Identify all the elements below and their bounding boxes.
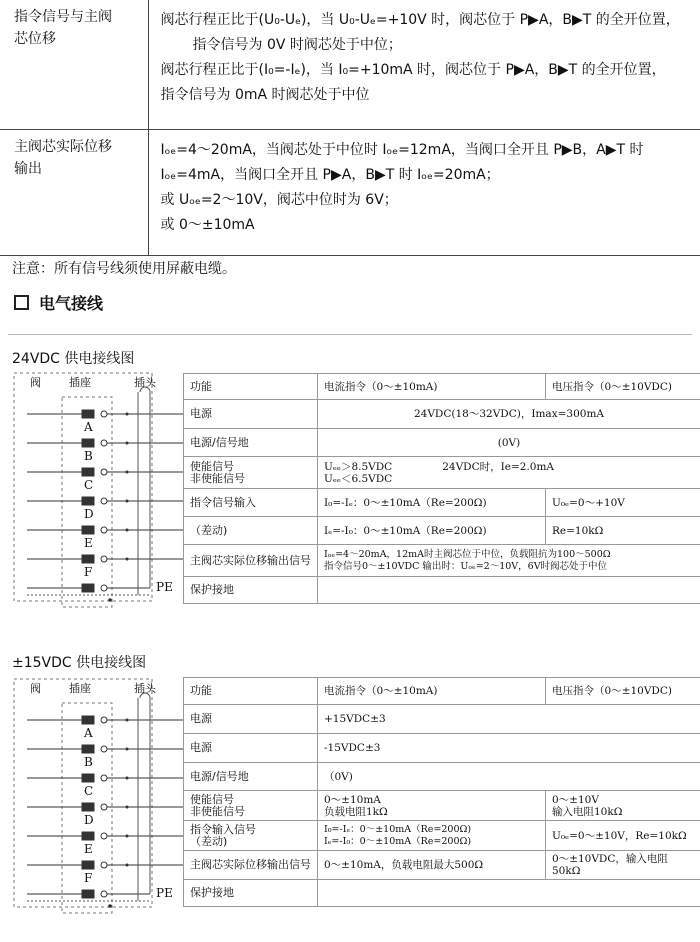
socket-label: 插座 [69,682,91,695]
row-label: 保护接地 [184,577,318,604]
cell-value [318,880,700,907]
value-text: I₀=-Iₑ：0～±10mA（Re=200Ω) [324,823,472,835]
value-text: 0～±10V [552,793,599,806]
cell-value [318,577,700,604]
row-label: 保护接地 [184,880,318,907]
cell-value [318,545,700,577]
value-text: Uₑₑ＞8.5VDC [324,460,393,473]
value-text: Uₑₑ＜6.5VDC [324,472,393,485]
desc-line: 指令信号为 0V 时阀芯处于中位； [192,37,402,53]
wiring-diagram-15vdc [0,676,183,921]
cell-value: 24VDC(18～32VDC)，Imax=300mA [318,400,700,429]
table-row [184,429,700,457]
pin-label-b: B [84,449,93,463]
value-text: 0～±10mA [324,793,381,806]
desc-line: 阀芯行程正比于(U₀-Uₑ)，当 U₀-Uₑ=+10V 时，阀芯位于 P▶A，B▶T 的全开位置， [160,12,680,28]
pe-label: PE [156,886,173,900]
table-row [184,734,700,763]
cell-value: （0V) [318,763,700,791]
wiring-table-24vdc [183,373,700,604]
label-line: 非使能信号 [190,804,245,818]
spec-description [148,129,700,255]
table-row [184,577,700,604]
pe-label: PE [156,580,173,594]
cell-value [318,791,546,821]
label-line: （差动) [190,834,228,848]
label-line: 使能信号 [190,459,234,473]
spec-table [0,0,700,256]
pin-label-a: A [84,420,93,434]
section-title [14,291,103,314]
pin-label-f: F [84,871,93,885]
desc-line: 或 0～±10mA [160,216,255,233]
label-line: 指令输入信号 [190,822,256,836]
cell-value [318,457,700,489]
row-label: 电源 [184,705,318,734]
row-label [184,457,318,489]
desc-line: 指令信号为 0mA 时阀芯处于中位 [160,87,370,103]
cell-value: 0～±10mA，负载电阻最大500Ω [318,851,546,880]
table-row [184,705,700,734]
cell-value: (0V) [318,429,700,457]
pin-label-d: D [84,507,94,521]
row-label: （差动) [184,517,318,545]
table-row [184,763,700,791]
row-label: 电源 [184,734,318,763]
plug-label: 插头 [134,376,156,389]
pin-label-d: D [84,813,94,827]
table-header-row [184,374,700,400]
cell-value: U₀ₑ=0～±10V，Re=10kΩ [546,821,700,851]
cell-value [318,821,546,851]
header-cell: 功能 [184,374,318,400]
divider [8,334,692,335]
label-line: 主阀芯实际位移 [14,138,112,155]
table-row [184,851,700,880]
header-cell: 电流指令（0～±10mA) [318,678,546,705]
table-row [184,517,700,545]
header-cell: 电压指令（0～±10VDC) [546,374,700,400]
cell-value: Iₑ=-I₀：0～±10mA（Re=200Ω) [318,517,546,545]
row-label: 电源/信号地 [184,429,318,457]
row-label [184,791,318,821]
pin-label-e: E [84,536,93,550]
header-cell: 功能 [184,678,318,705]
pin-label-f: F [84,565,93,579]
spec-label [0,0,148,129]
label-line: 指令信号与主阀 [14,9,112,25]
pin-label-b: B [84,755,93,769]
row-label: 指令信号输入 [184,489,318,517]
table-row [184,489,700,517]
desc-line: 阀芯行程正比于(I₀=-Iₑ)，当 I₀=+10mA 时，阀芯位于 P▶A，B▶T 的全开位置， [160,62,666,78]
value-text: 负载电阻1kΩ [324,805,388,818]
cell-value: +15VDC±3 [318,705,700,734]
spec-row-command-signal [0,0,700,129]
value-text: Iₒₑ=4～20mA，12mA时主阀芯位于中位，负载阻抗为100～500Ω [324,548,611,560]
table-row [184,880,700,907]
caption-15vdc: ±15VDC 供电接线图 [12,655,147,671]
cell-value: I₀=-Iₑ：0～±10mA（Re=200Ω) [318,489,546,517]
pin-label-c: C [84,478,94,492]
cell-value: U₀ₑ=0～+10V [546,489,700,517]
label-line: 使能信号 [190,792,234,806]
valve-label: 阀 [30,682,41,695]
table-row [184,821,700,851]
value-text: Iₑ=-I₀：0～±10mA（Re=200Ω) [324,835,472,847]
row-label: 电源 [184,400,318,429]
socket-label: 插座 [69,376,91,389]
caption-24vdc: 24VDC 供电接线图 [12,351,135,367]
value-text: 指令信号0～±10VDC 输出时：Uₒₑ=2～10V，6V时阀芯处于中位 [324,560,608,572]
row-label [184,821,318,851]
note-text: 注意：所有信号线须使用屏蔽电缆。 [12,261,236,277]
table-row [184,545,700,577]
row-label: 电源/信号地 [184,763,318,791]
plug-label: 插头 [134,682,156,695]
header-cell: 电压指令（0～±10VDC) [546,678,700,705]
desc-line: Iₒₑ=4mA，当阀口全开且 P▶A，B▶T 时 Iₒₑ=20mA； [160,166,500,183]
desc-line: 或 Uₒₑ=2～10V，阀芯中位时为 6V； [160,191,398,208]
table-row [184,400,700,429]
header-cell: 电流指令（0～±10mA) [318,374,546,400]
value-text: 24VDC时，Ie=2.0mA [442,460,555,473]
section-title-text: 电气接线 [39,294,104,313]
value-text: 输入电阻10kΩ [552,805,623,818]
cell-value: -15VDC±3 [318,734,700,763]
cell-value: Re=10kΩ [546,517,700,545]
label-line: 芯位移 [14,31,56,47]
label-line: 输出 [14,160,42,177]
table-row [184,791,700,821]
pin-label-e: E [84,842,93,856]
row-label: 主阀芯实际位移输出信号 [184,851,318,880]
label-line: 非使能信号 [190,471,245,485]
wiring-diagram-24vdc [0,370,183,610]
row-label: 主阀芯实际位移输出信号 [184,545,318,577]
table-row [184,457,700,489]
valve-label: 阀 [30,376,41,389]
checkbox-square-icon [14,295,29,310]
spec-label [0,129,148,255]
pin-label-c: C [84,784,94,798]
desc-line: Iₒₑ=4～20mA，当阀芯处于中位时 Iₒₑ=12mA，当阀口全开且 P▶B，A▶T 时 [160,141,644,158]
spec-description [148,0,700,129]
table-header-row [184,678,700,705]
pin-label-a: A [84,726,93,740]
cell-value: 0～±10VDC，输入电阻50kΩ [546,851,700,880]
spec-row-displacement-output [0,129,700,255]
wiring-table-15vdc [183,677,700,907]
cell-value [546,791,700,821]
